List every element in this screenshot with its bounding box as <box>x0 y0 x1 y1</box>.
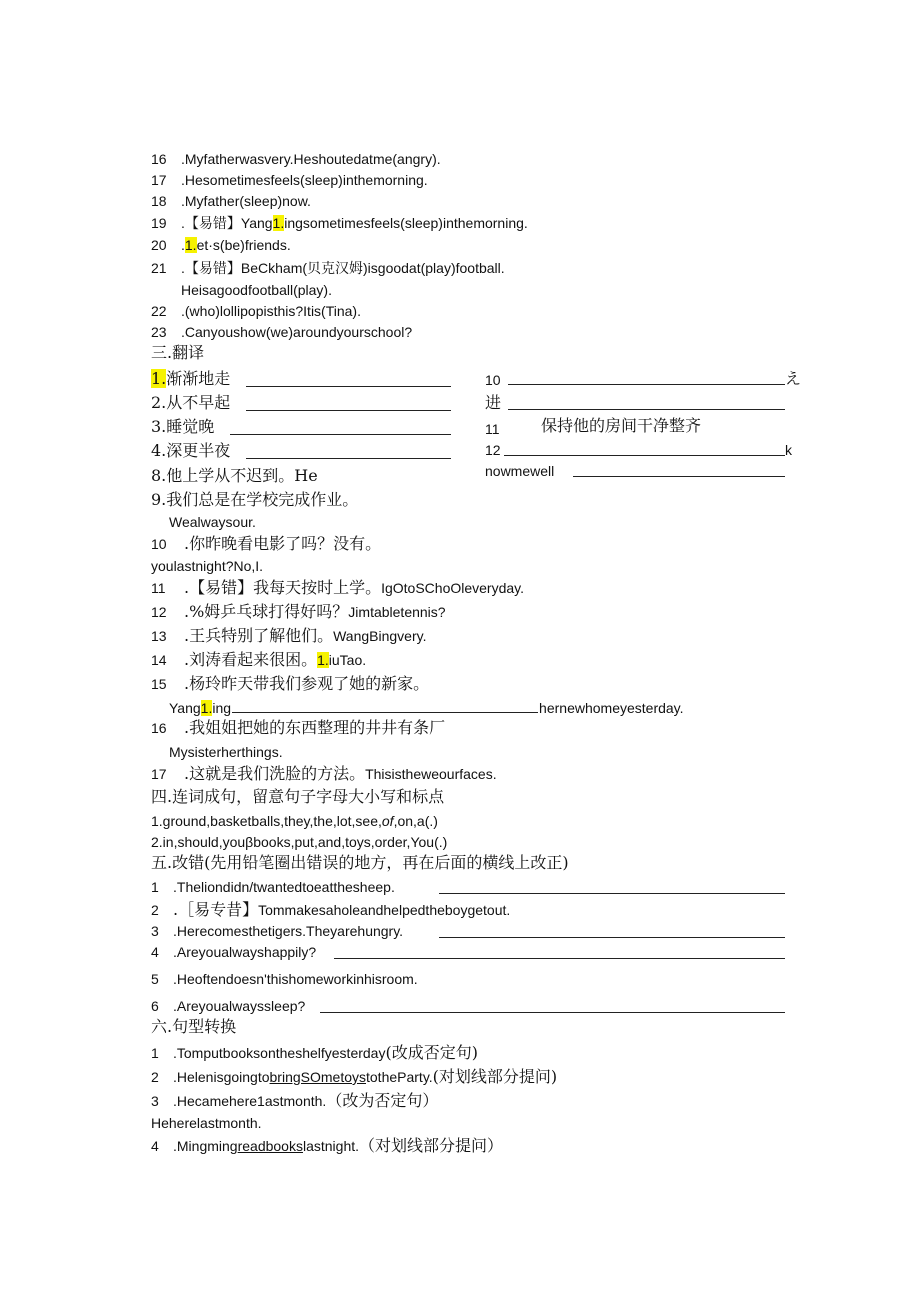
item-20: 20 .1.et·s(be)friends. <box>151 237 291 253</box>
translate-item-14: 14 .刘涛看起来很困。1.iuTao. <box>151 650 367 669</box>
translate-item-17: 17 .这就是我们洗脸的方法。Thisistheweourfaces. <box>151 764 497 783</box>
translate-item-12: 12 .%姆乒乓球打得好吗？Jimtabletennis? <box>151 602 446 621</box>
translate-item-10-b: youlastnight?No,I. <box>151 558 264 574</box>
translate-item-16-b: Mysisterherthings. <box>169 744 283 760</box>
translate-item-16: 16 .我姐姐把她的东西整理的井井有条厂 <box>151 718 446 737</box>
translate-item-1: 1.渐渐地走 <box>151 369 231 388</box>
answer-line <box>439 879 785 894</box>
translate-item-9-b: Wealwaysour. <box>169 514 256 530</box>
translate-item-3: 3.睡觉晚 <box>151 417 215 436</box>
item-21-b: Heisagoodfootball(play). <box>181 282 332 298</box>
transform-3: 3 .Hecamehere1astmonth.（改为否定句） <box>151 1091 439 1110</box>
transform-3-b: Heherelastmonth. <box>151 1115 262 1131</box>
section-4-heading: 四.连词成句，留意句子字母大小写和标点 <box>151 787 445 806</box>
answer-line <box>573 462 785 477</box>
transform-4: 4 .Mingmingreadbookslastnight.（对划线部分提问） <box>151 1136 504 1155</box>
translate-item-15: 15 .杨玲昨天带我们参观了她的新家。 <box>151 674 430 693</box>
translate-item-15-b: Yang1.ing hernewhomeyesterday. <box>169 700 684 716</box>
answer-line <box>320 998 785 1013</box>
translate-item-2: 2.从不早起 <box>151 393 231 412</box>
section-5-heading: 五.改错(先用铅笔圈出错误的地方，再在后面的横线上改正) <box>151 853 569 872</box>
answer-line <box>439 923 785 938</box>
item-17: 17 .Hesometimesfeels(sleep)inthemorning. <box>151 172 428 188</box>
transform-2: 2 .HelenisgoingtobringSOmetoystotheParty.(对划线部分提问) <box>151 1067 558 1086</box>
translate-item-11-num: 11 <box>485 421 500 437</box>
transform-1: 1 .Tomputbooksontheshelfyesterday(改成否定句) <box>151 1043 478 1062</box>
correction-4: 4 .Areyoualwayshappily? <box>151 944 317 960</box>
item-23: 23 .Canyoushow(we)aroundyourschool? <box>151 324 413 340</box>
item-19: 19 .【易错】Yang1.ingsometimesfeels(sleep)inthemorning. <box>151 215 528 231</box>
answer-line <box>246 444 451 459</box>
translate-item-11: 11 .【易错】我每天按时上学。IgOtoSChoOleveryday. <box>151 578 525 597</box>
answer-line <box>246 372 451 387</box>
translate-item-4: 4.深更半夜 <box>151 441 231 460</box>
section-3-heading: 三.翻译 <box>151 343 205 362</box>
correction-5: 5 .Heoftendoesn'thishomeworkinhisroom. <box>151 971 418 987</box>
answer-line <box>230 420 451 435</box>
answer-line <box>232 698 538 713</box>
translate-item-9: 9.我们总是在学校完成作业。 <box>151 490 359 509</box>
section-6-heading: 六.句型转换 <box>151 1017 237 1036</box>
translate-item-13: 13 .王兵特别了解他们。WangBingvery. <box>151 626 427 645</box>
correction-2: 2 .［易专昔】Tommakesaholeandhelpedtheboygetout. <box>151 900 511 919</box>
translate-item-10-right: 10 <box>485 372 501 388</box>
correction-1: 1 .Theliondidn/twantedtoeatthesheep. <box>151 879 395 895</box>
correction-6: 6 .Areyoualwayssleep? <box>151 998 306 1014</box>
translate-item-10-cont: 进 <box>485 393 502 412</box>
cut-glyph: k <box>785 442 792 458</box>
answer-line <box>504 441 785 456</box>
section-4-q1: 1.ground,basketballs,they,the,lot,see,of,on,a(.) <box>151 813 438 829</box>
item-22: 22 .(who)lollipopisthis?Itis(Tina). <box>151 303 361 319</box>
answer-line <box>508 370 785 385</box>
translate-item-12-num: 12 <box>485 442 501 458</box>
item-16: 16 .Myfatherwasvery.Heshoutedatme(angry). <box>151 151 441 167</box>
answer-line <box>246 396 451 411</box>
correction-3: 3 .Herecomesthetigers.Theyarehungry. <box>151 923 404 939</box>
item-21: 21 .【易错】BeCkham(贝克汉姆)isgoodat(play)football. <box>151 260 505 276</box>
answer-line <box>334 944 785 959</box>
translate-item-12-cont: nowmewell <box>485 463 555 479</box>
answer-line <box>508 395 785 410</box>
translate-item-10: 10 .你昨晚看电影了吗？没有。 <box>151 534 382 553</box>
item-18: 18 .Myfather(sleep)now. <box>151 193 311 209</box>
section-4-q2: 2.in,should,youβbooks,put,and,toys,order,You(.) <box>151 834 448 850</box>
cut-glyph: え <box>785 369 802 388</box>
translate-item-8: 8.他上学从不迟到。He <box>151 466 318 485</box>
translate-item-11-text: 保持他的房间干净整齐 <box>541 416 702 435</box>
